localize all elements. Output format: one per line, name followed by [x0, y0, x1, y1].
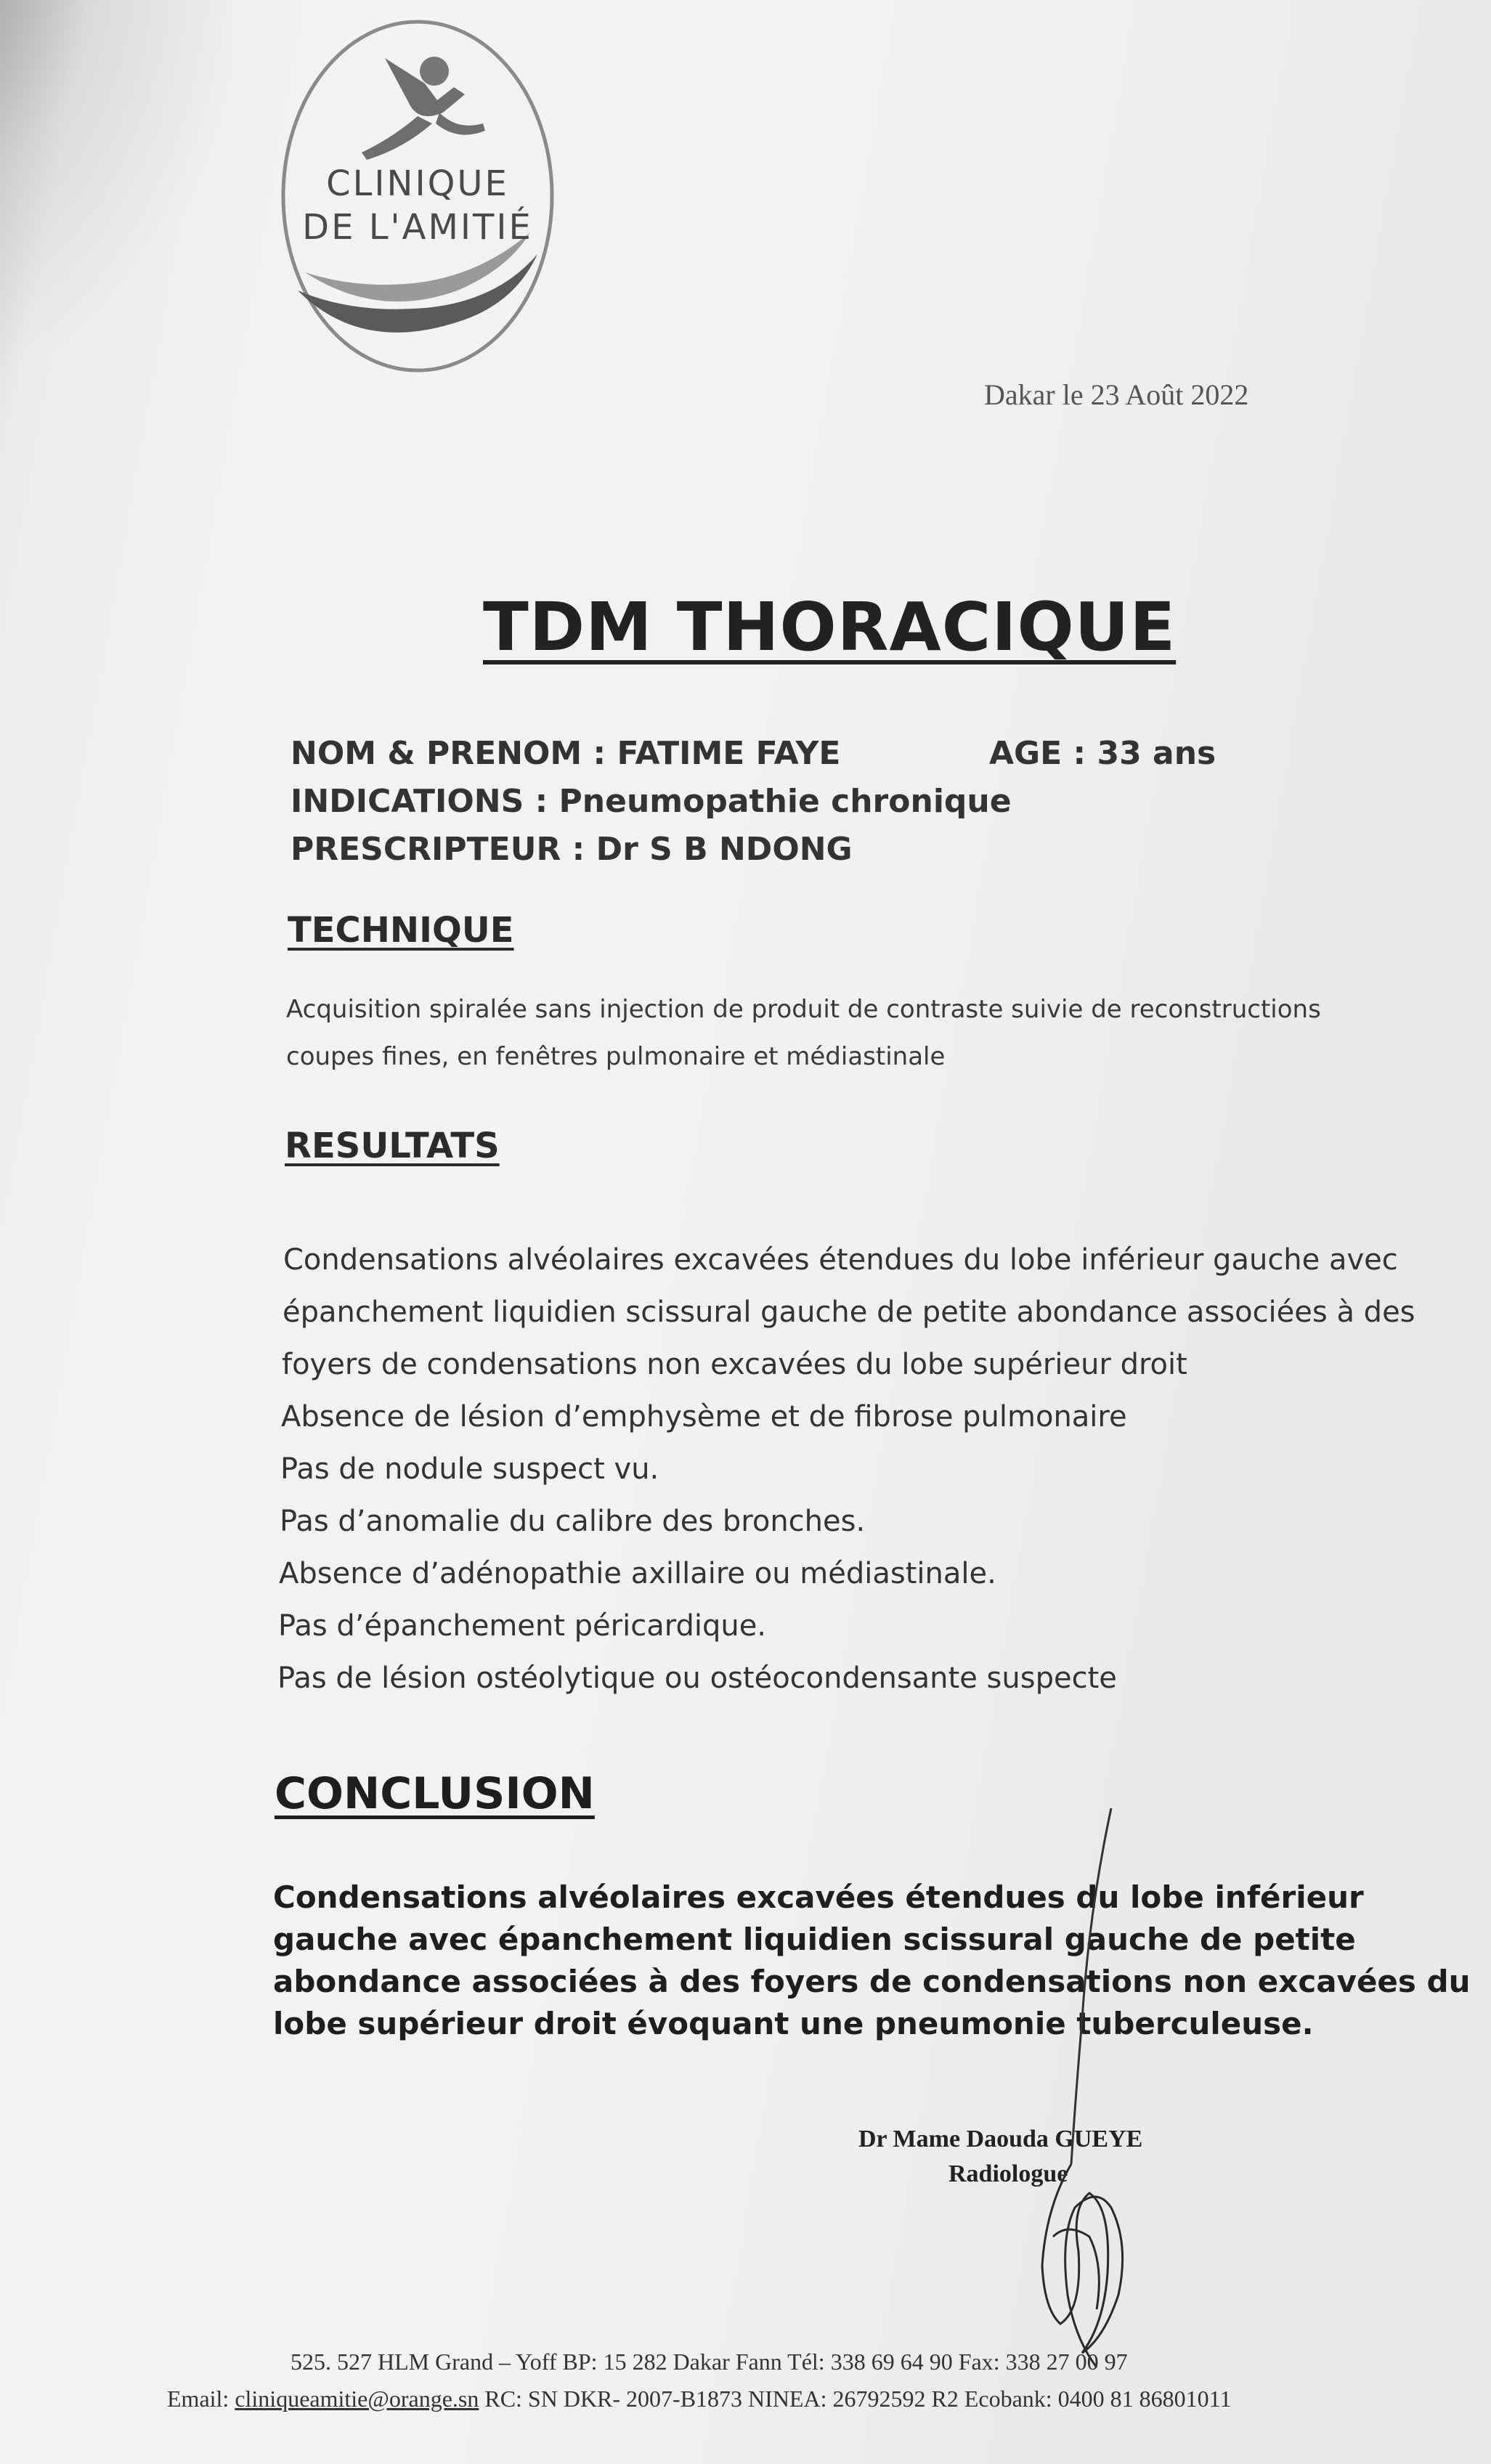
signatory-role: Radiologue	[948, 2160, 1068, 2187]
resultats-line: foyers de condensations non excavées du lobe supérieur droit	[282, 1348, 1187, 1381]
conclusion-line: abondance associées à des foyers de condensations non excavées du	[273, 1964, 1471, 1999]
logo-text-line2: DE L'AMITIÉ	[302, 207, 533, 248]
patient-name: NOM & PRENOM : FATIME FAYE	[291, 735, 841, 772]
patient-age: AGE : 33 ans	[989, 735, 1216, 772]
indications: INDICATIONS : Pneumopathie chronique	[291, 783, 1012, 820]
document-title: TDM THORACIQUE	[483, 588, 1177, 666]
resultats-line: Condensations alvéolaires excavées étendues du lobe inférieur gauche avec	[283, 1243, 1398, 1277]
resultats-line: Pas de lésion ostéolytique ou ostéocondensante suspecte	[277, 1662, 1117, 1695]
footer-email-link[interactable]: cliniqueamitie@orange.sn	[235, 2386, 479, 2412]
resultats-line: Pas de nodule suspect vu.	[280, 1452, 659, 1486]
page-shadow	[0, 0, 232, 363]
footer-registration-details: RC: SN DKR- 2007-B1873 NINEA: 26792592 R2 Ecobank: 0400 81 86801011	[479, 2386, 1232, 2412]
conclusion-line: Condensations alvéolaires excavées étendues du lobe inférieur	[273, 1879, 1364, 1915]
document-date: Dakar le 23 Août 2022	[984, 378, 1249, 411]
resultats-heading: RESULTATS	[285, 1126, 500, 1166]
footer-registration	[167, 2386, 1231, 2412]
resultats-line: Absence de lésion d’emphysème et de fibrose pulmonaire	[281, 1400, 1127, 1434]
resultats-line: épanchement liquidien scissural gauche de petite abondance associées à des	[283, 1296, 1415, 1329]
handwritten-signature	[1002, 1801, 1162, 2382]
signatory-name: Dr Mame Daouda GUEYE	[858, 2126, 1143, 2152]
resultats-line: Pas d’anomalie du calibre des bronches.	[280, 1505, 866, 1538]
footer-email-label: Email:	[167, 2386, 235, 2412]
technique-line: Acquisition spiralée sans injection de produit de contraste suivie de reconstructions	[286, 995, 1321, 1024]
clinic-logo	[276, 15, 559, 378]
footer-address: 525. 527 HLM Grand – Yoff BP: 15 282 Dakar Fann Tél: 338 69 64 90 Fax: 338 27 00 97	[291, 2349, 1128, 2375]
conclusion-line: gauche avec épanchement liquidien scissural gauche de petite	[273, 1922, 1356, 1957]
technique-heading: TECHNIQUE	[288, 910, 514, 951]
conclusion-line: lobe supérieur droit évoquant une pneumonie tuberculeuse.	[273, 2006, 1314, 2041]
conclusion-heading: CONCLUSION	[275, 1768, 595, 1819]
prescripteur: PRESCRIPTEUR : Dr S B NDONG	[291, 831, 853, 868]
resultats-line: Pas d’épanchement péricardique.	[278, 1609, 767, 1643]
technique-line: coupes fines, en fenêtres pulmonaire et médiastinale	[286, 1042, 946, 1071]
resultats-line: Absence d’adénopathie axillaire ou médiastinale.	[279, 1557, 996, 1590]
logo-text-line1: CLINIQUE	[326, 163, 509, 204]
